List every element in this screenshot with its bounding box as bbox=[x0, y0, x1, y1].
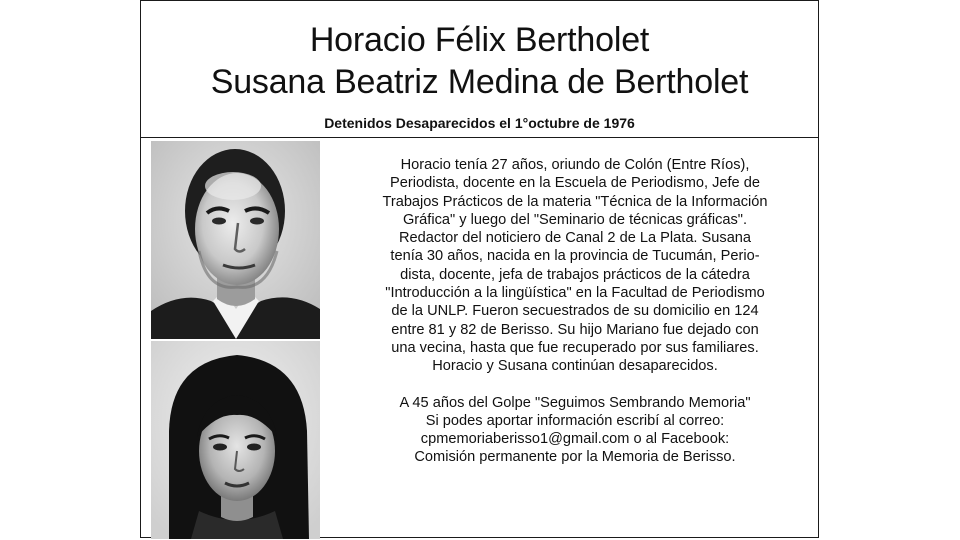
biography-line: de la UNLP. Fueron secuestrados de su domicilio en 124 bbox=[391, 303, 759, 320]
contact-line: A 45 años del Golpe "Seguimos Sembrando Memoria" bbox=[399, 394, 751, 411]
portrait-woman-image bbox=[151, 341, 320, 539]
biography-line: Trabajos Prácticos de la materia "Técnica de la Información bbox=[382, 193, 768, 210]
biography-line: Gráfica" y luego del "Seminario de técnicas gráficas". bbox=[402, 211, 748, 228]
header bbox=[141, 1, 818, 138]
contact-line: Si podes aportar información escribí al correo: bbox=[425, 412, 725, 429]
biography-line: dista, docente, jefa de trabajos prácticos de la cátedra bbox=[400, 266, 750, 283]
biography-line: Redactor del noticiero de Canal 2 de La Plata. Susana bbox=[398, 230, 752, 247]
contact-line: cpmemoriaberisso1@gmail.com o al Facebook: bbox=[420, 431, 730, 448]
portrait-man-photo bbox=[151, 141, 320, 339]
biography-line: Periodista, docente en la Escuela de Periodismo, Jefe de bbox=[390, 175, 760, 192]
memorial-card bbox=[140, 0, 819, 538]
biography-line: una vecina, hasta que fue recuperado por sus familiares. bbox=[391, 339, 759, 356]
biography-line: entre 81 y 82 de Berisso. Su hijo Mariano fue dejado con bbox=[391, 321, 759, 338]
biography-line: Horacio tenía 27 años, oriundo de Colón (Entre Ríos), bbox=[400, 157, 750, 173]
paragraph-gap bbox=[341, 376, 809, 394]
biography-line: "Introducción a la lingüística" en la Facultad de Periodismo bbox=[385, 285, 765, 302]
subtitle-date: Detenidos Desaparecidos el 1°octubre de 1976 bbox=[324, 115, 635, 131]
portrait-man-image bbox=[151, 141, 320, 339]
biography-paragraph bbox=[341, 156, 809, 376]
biography-line: Horacio y Susana continúan desaparecidos. bbox=[432, 358, 718, 375]
contact-paragraph bbox=[341, 394, 809, 467]
name-susana: Susana Beatriz Medina de Bertholet bbox=[210, 63, 749, 101]
name-horacio: Horacio Félix Bertholet bbox=[309, 21, 650, 59]
biography-line: tenía 30 años, nacida en la provincia de Tucumán, Perio- bbox=[390, 248, 760, 265]
portrait-woman-photo bbox=[151, 341, 320, 539]
contact-line: Comisión permanente por la Memoria de Berisso. bbox=[414, 449, 736, 466]
biography-text bbox=[341, 156, 809, 467]
